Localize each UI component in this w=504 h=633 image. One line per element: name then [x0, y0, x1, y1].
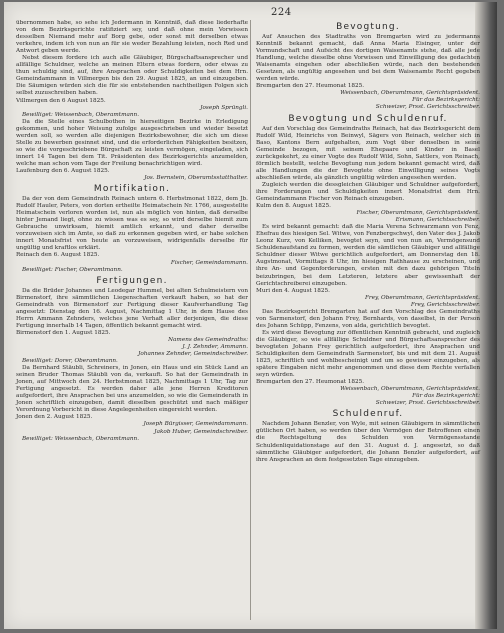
signature: Erismann, Gerichtsschreiber.	[395, 217, 480, 224]
approval: Bewilliget: Weissenbach, Oberamtmann.	[22, 111, 140, 118]
creditor-call-paragraph: Nebst diesem fordere ich auch alle Gläubiger, Bürgschaftsansprecher und allfällige Schuldner, welche an meinen Eltern etwas fordern, oder etwas zu thun schuldig sind, auf, ihre Ansprachen oder Schuldigkeiten bei dem Hrn. Gemeindammann in Villmergen bis den 29. August 1825, an und einzugeben. Die Säumigen würden sich die für sie entstehenden nachtheiligen Folgen sich selbst zuzuschreiben haben.	[16, 55, 248, 97]
place-date: Laufenburg den 6. August 1825.	[16, 167, 110, 174]
section-heading-schuldenruf: Schuldenruf.	[332, 409, 404, 420]
signature: Für das Bezirksgericht:	[412, 97, 480, 104]
page-number: 224	[271, 7, 292, 18]
fertigung-birmenstorf-paragraph: Da die Brüder Johannes und Leodegar Hummel, bei alten Schulmeistern von Birmenstorf, ihre sämmtlichen Liegenschaften verkauft haben, so hat der Gemeindrath von Birmenstorf zur Fertigung dieser Kaufverhandlung Tag angesetzt: Dienstag den 16. August, Nachmittag 1 Uhr, in dem Hause des Herrn Ammann Zehnders, welches jene Verhaft aller derjenigen, die diese Fertigung innerhalb 14 Tagen, öffentlich bekannt gemacht wird.	[16, 287, 248, 329]
column-divider	[250, 20, 251, 620]
section-heading-bevogtung-schuldenruf: Bevogtung und Schuldenruf.	[288, 113, 448, 124]
place-date: Muri den 4. August 1825.	[256, 287, 330, 294]
place-date: Birmenstorf den 1. August 1825.	[16, 329, 111, 336]
approval: Bewilliget: Fischer, Oberamtmann.	[22, 266, 123, 273]
place-date: Bremgarten den 27. Heumonat 1825.	[256, 83, 365, 90]
signature: Joseph Bürgisser, Gemeindammann.	[143, 421, 248, 428]
place-date: Bremgarten den 27. Heumonat 1825.	[256, 379, 365, 386]
schoolmessenger-paragraph: Da die Stelle eines Schulbothen in hierseitigen Bezirke in Erledigung gekommen, und hoher Weisung zufolge ausgeschrieben und wieder besetzt werden soll, so werden alle diejenigen Bezirksbewohner, die sich um diese Stelle zu bewerben gesinnet sind, und die erforderlichen Fähigkeiten besitzen, so wie die vorgeschriebene Bürgschaft zu leisten vermögen, eingeladen, sich innert 14 Tagen bei dem Tit. Präsidenten des Bezirksgerichts anzumelden, welche man schon vom Tage der Freilung benachrichtigen wird.	[16, 118, 248, 167]
reinach-bevogtung-paragraph: Auf den Vorschlag des Gemeindraths Reinach, hat das Bezirksgericht dem Rudolf Wild, Heinrichs von Beinwyl, Sägers von Reinach, welcher sich in Baso, Kantons Bern aufgehalten, zum Vogt über denselben in seine Gemeinde bezogen, mit seinem Ehepaare und Kinder in Basel zurückgekehrt, zu einer Vogte des Rudolf Wild, Sohn, Sattlers, von Reinach, förmlich bestellt, welche Bevogtung nun jedem bekannt gemacht wird, daß alle Handlungen die der Bevogtete ohne Einwilligung seines Vogts abschließen würde, als gänzlich ungültig würden angesehen werden.	[256, 125, 480, 181]
section-heading-mortifikation: Mortifikation.	[93, 184, 171, 195]
signature: Joseph Sprüngli.	[200, 104, 248, 111]
place-date: Jonen den 2. August 1825.	[16, 414, 93, 421]
signature: Weissenbach, Oberamtmann, Gerichtspräsident.	[340, 90, 480, 97]
mortifikation-paragraph: Da der von dem Gemeindrath Reinach untern 6. Herbstmonat 1822, dem Jb. Rudolf Hauler, Peters, von dorten ertheilte Heimatschein Nr. 1766, ausgestellte Heimatschein verloren worden ist, nun als möglich von hinten, daß derselbe hinter Jemand liegt, ohne zu wissen was es sey, so wird derselbe hiemit zum Gebrauche unwirksam, hiemit amtlich erkannt, und daher derselbe vorzuweisen sich im Amte, so daß zu erkennen gegeben wird, er habe solchen innert Monatsfrist von heute an vorzuweisen, widrigenfalls derselbe für ungültig und kraftlos erklärt.	[16, 196, 248, 252]
sarmenstorf-creditors-paragraph: Es wird diese Bevogtung zur öffentlichen Kenntniß gebracht, und zugleich die Gläubiger, so wie allfällige Schuldner und Bürgschaftsansprecher des bevogteten Johann Frey gerichtlich aufgefordert, ihre Ansprachen und Schuldigkeiten dem Gemeindrath Sarmenstorf, bis und mit dem 21. August 1825, schriftlich und wohlbescheinigt und um so gewisser einzugeben, als spätere Eingaben nicht mehr angenommen und diese dem Rechte verfallen seyn würden.	[256, 329, 480, 379]
approval: Bewilliget: Weissenbach, Oberamtmann.	[22, 435, 140, 442]
signature: Schweizer, Prsst. Gerichtsschreiber.	[375, 400, 480, 407]
section-heading-fertigungen: Fertigungen.	[96, 275, 168, 286]
sarmenstorf-paragraph: Das Bezirksgericht Bremgarten hat auf den Vorschlag des Gemeindraths von Sarmenstorf, den Johann Frey, Bernhards, von daselbst, in der Person des Johann Schüpp, Fenzens, von alda, gerichtlich bevogtet.	[256, 308, 480, 329]
signature: Jos. Bernstein, Oberamtsstatthalter.	[144, 175, 248, 182]
schuldenruf-paragraph: Nachdem Johann Benzler, von Wyle, mit seinen Gläubigern in sämmtlichen gütlichen Ort haben, so werden über den Vermögen der Betroffenen einen die Rechtsgeltung des Schulden von Vermögensstande Schuldenliquidationstage auf den 31. August d. J. angesetzt, so daß sämmtliche Gläubiger aufgefordert, die Johann Benzler aufgefordert, auf ihre Ansprachen an dem festgesetzten Tage einzugeben.	[256, 421, 480, 463]
muri-paragraph: Es wird bekannt gemacht: daß die Maria Verena Schwarzmann von Fenz, Ehefrau des hiesigen Sel. Witwe, von Fenzbergschwyl, den Vater des J. Jakob Leonz Kurz, von Kelliken, bevogtet seyn, und von nun an, Vermögensund Schuldenaufstand zu formen, werden die sämtlichen Gläubiger und allfällige Schuldner dieser Witwe gerichtlich aufgefordert, am Donnerstag den 18. Augstmonat, Vormittags 8 Uhr, im hiesigen Rathhause zu erscheinen, und ihre An- und Gegenforderungen, ersten mit den dazu gehörigen Titeln beizubringen, bei dem Letzteren, letztere aber gewissenhaft der Gerichtschreiberei einzugeben.	[256, 224, 480, 287]
signature: Fischer, Gemeindammann.	[170, 259, 248, 266]
signature: Für das Bezirksgericht:	[412, 393, 480, 400]
signature: Johannes Zehnder, Gemeindschreiber.	[138, 351, 248, 358]
signature: Weissenbach, Oberamtmann, Gerichtspräsident.	[340, 386, 480, 393]
bevogtung-paragraph: Auf Ansuchen des Stadtraths von Bremgarten wird zu jedermanns Kenntniß bekannt gemacht, daß Anna Maria Eisinger, unter der Vormundschaft und Aufsicht des dortigen Waisenamts stehe, daß alle jede Handlung, welche dieselbe ohne Vorwissen und Einwilligung des gedachten Waisenamts eingehen oder abschließen würde, nach den bestehenden Gesetzen, als ungültig angesehen und bei dem Waisenamte Recht gegeben werden würde.	[256, 34, 480, 83]
signature: Fischer, Oberamtmann, Gerichtspräsident.	[356, 210, 480, 217]
fertigung-jonen-paragraph: Da Bernhard Stäubli, Schreiners, in Jonen, ein Haus und ein Stück Land an seinen Bruder Thomas Stäubli von da, verkauft. So hat der Gemeindrath in Jonen, auf Mittwoch den 24. Herbstmonat 1825, Nachmittags 1 Uhr, Tag zur Fertigung angesetzt. Es werden daher alle jene Herren Kreditoren aufgefordert, ihre Ansprachen bei uns anzumelden, so wie die Gemeinderath in Jonen schriftlich einzugeben, damit dieselben geschützt und nach mäßiger Verordnung Vorbericht in diese Angelegenheiten eingereicht werden.	[16, 365, 248, 414]
intro-paragraph: übernommen habe, so sehe ich Jedermann in Kenntniß, daß diese liederhafte von dem Bezirksgerichte ratifiziert sey, und daß ohne mein Vorwissen desselben Niemand mehr auf Borg gebe, oder sonst mit derselben etwas verkehre, indem ich von nun an für sie weder Bezahlung leisten, noch Red und Antwort geben werde.	[16, 20, 248, 55]
approval: Bewilliget: Dorer, Oberamtmann.	[22, 358, 118, 365]
left-column	[16, 20, 248, 443]
place-date: Reinach den 6. August 1825.	[16, 252, 100, 259]
signature: Namens des Gemeindraths:	[168, 336, 248, 343]
signature: Frey, Gerichtsschreiber.	[410, 301, 480, 308]
reinach-creditors-paragraph: Zugleich werden die dessgleichen Gläubiger und Schuldner aufgefordert, ihre Forderungen und Schuldigkeiten innert Monatsfrist dem Hrn. Gemeindammann Fischer von Reinach einzugeben.	[256, 181, 480, 202]
place-date: Kulm den 8. August 1825.	[256, 203, 331, 210]
signature: Schweizer, Prsst. Gerichtsschreiber.	[375, 104, 480, 111]
signature: Jakob Huber, Gemeindschreiber.	[154, 428, 248, 435]
signature: Frey, Oberamtmann, Gerichtspräsident.	[364, 294, 480, 301]
right-column	[256, 20, 480, 464]
signature: J. J. Zehnder, Ammann.	[182, 343, 248, 350]
section-heading-bevogtung: Bevogtung.	[336, 22, 400, 32]
place-date: Villmergen den 6 August 1825.	[16, 97, 106, 104]
newspaper-page	[4, 2, 497, 629]
